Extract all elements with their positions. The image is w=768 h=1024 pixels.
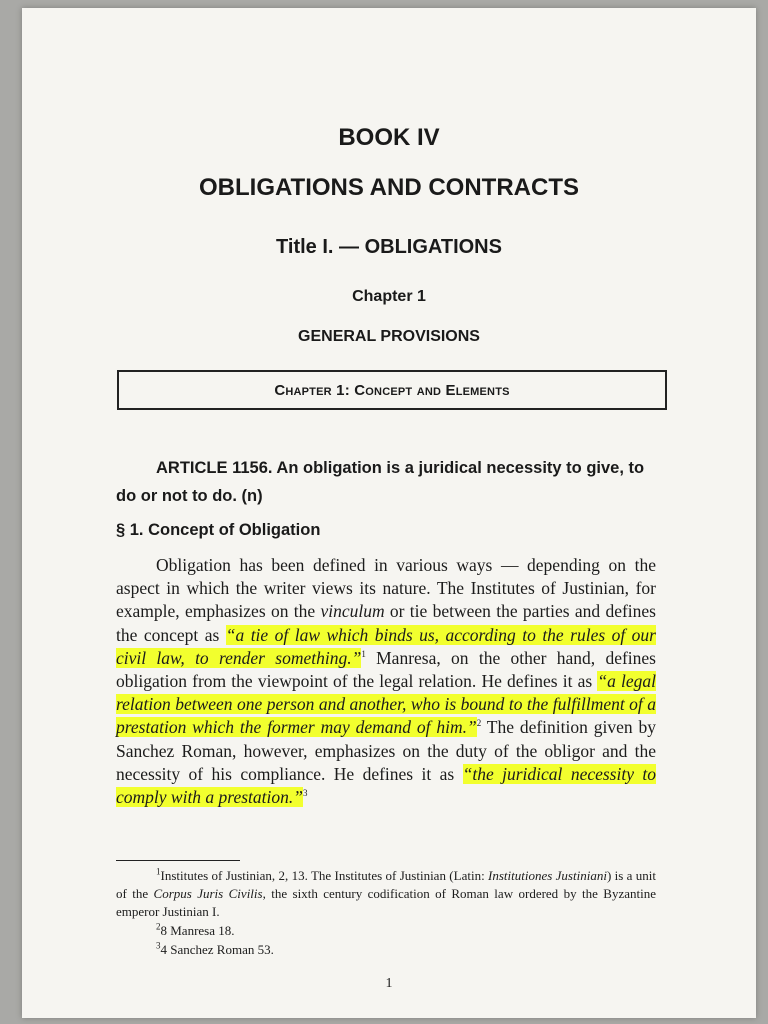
body-text-4: The definition given by Sanchez Roman, however, emphasizes on the duty of the obligor and the necessity of his compliance. He defines it as bbox=[116, 717, 656, 784]
footnote-1-text-e: , the sixth century codification of Roman law ordered by the Byzantine emperor Justinian I. bbox=[116, 886, 656, 919]
highlighted-quote-1: “a tie of law which binds us, according to the rules of our civil law, to render something.” bbox=[116, 624, 656, 668]
chapter-number: Chapter 1 bbox=[352, 288, 426, 305]
footnote-ref-3: 3 bbox=[303, 788, 308, 799]
body-text-2: or tie between the parties and defines the concept as bbox=[116, 601, 656, 645]
title-heading: Title I. — OBLIGATIONS bbox=[276, 236, 502, 258]
part-heading: OBLIGATIONS AND CONTRACTS bbox=[199, 174, 579, 201]
footnote-3-mark: 3 bbox=[156, 940, 161, 951]
footnote-2 bbox=[156, 922, 696, 940]
footnote-1-text-c: ) is a unit of the bbox=[116, 868, 656, 901]
highlighted-quote-3: “the juridical necessity to comply with a prestation.” bbox=[116, 763, 656, 808]
document-page bbox=[22, 8, 756, 1018]
page-number: 1 bbox=[385, 976, 393, 991]
footnote-ref-2: 2 bbox=[476, 718, 482, 729]
footnote-ref-1: 1 bbox=[361, 648, 366, 659]
section-title: § 1. Concept of Obligation bbox=[116, 521, 321, 539]
footnote-1 bbox=[116, 867, 656, 921]
highlighted-quote-2: “a legal relation between one person and another, who is bound to the fulfillment of a prestation which the former may demand of him.” bbox=[116, 671, 656, 738]
footnote-3-text: 4 Sanchez Roman 53. bbox=[160, 942, 274, 957]
chapter-box-heading bbox=[117, 370, 667, 410]
footnote-2-text: 8 Manresa 18. bbox=[160, 923, 235, 938]
chapter-name: GENERAL PROVISIONS bbox=[298, 328, 480, 345]
article-text: ARTICLE 1156. An obligation is a juridical necessity to give, to do or not to do. (n) bbox=[116, 459, 645, 505]
footnote-divider bbox=[116, 860, 240, 861]
footnote-2-mark: 2 bbox=[156, 921, 161, 932]
footnote-3 bbox=[156, 941, 696, 959]
body-text-3: Manresa, on the other hand, defines obligation from the viewpoint of the legal relation. He defines it as bbox=[116, 647, 656, 692]
box-heading-text: Chapter 1: Concept and Elements bbox=[274, 381, 510, 399]
footnote-1-mark: 1 bbox=[156, 866, 161, 877]
body-italic-vinculum: vinculum bbox=[320, 601, 385, 622]
footnote-1-text-a: Institutes of Justinian, 2, 13. The Institutes of Justinian (Latin: bbox=[160, 868, 489, 883]
footnote-1-italic-b: Institutiones Justiniani bbox=[488, 868, 607, 883]
book-heading: BOOK IV bbox=[338, 124, 440, 151]
body-text-1: Obligation has been defined in various ways — depending on the aspect in which the writer views its nature. The Institutes of Justinian, for example, emphasizes on the bbox=[116, 555, 656, 622]
footnote-1-italic-d: Corpus Juris Civilis bbox=[153, 886, 263, 901]
body-paragraph bbox=[116, 554, 656, 809]
